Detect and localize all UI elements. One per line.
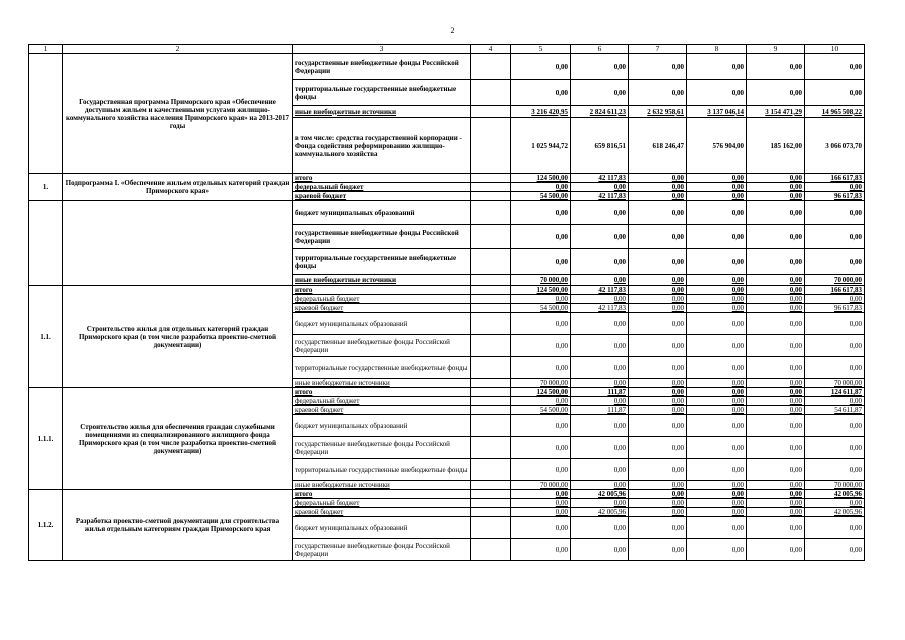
- item-1-1-1-section: [29, 388, 865, 490]
- amount-cell: 0,00: [747, 183, 805, 192]
- funding-source: бюджет муниципальных образований: [293, 313, 471, 335]
- amount-cell: 0,00: [571, 295, 629, 304]
- amount-cell: 0,00: [687, 335, 747, 357]
- amount-cell: 0,00: [687, 286, 747, 295]
- table-row: [29, 388, 865, 397]
- funding-source: иные внебюджетные источники: [293, 379, 471, 388]
- amount-cell: 0,00: [571, 379, 629, 388]
- funding-source: территориальные государственные внебюджетные фонды: [293, 459, 471, 481]
- amount-cell: 0,00: [805, 183, 865, 192]
- amount-cell: 0,00: [571, 249, 629, 275]
- amount-cell: 0,00: [687, 275, 747, 286]
- amount-cell: 0,00: [511, 183, 571, 192]
- empty-cell: [471, 481, 511, 490]
- amount-cell: 618 246,47: [629, 118, 687, 174]
- empty-cell: [471, 54, 511, 80]
- amount-cell: 0,00: [629, 508, 687, 517]
- budget-table: [28, 44, 865, 561]
- amount-cell: 0,00: [747, 295, 805, 304]
- amount-cell: 0,00: [747, 357, 805, 379]
- amount-cell: 0,00: [629, 406, 687, 415]
- amount-cell: 0,00: [805, 499, 865, 508]
- amount-cell: 0,00: [747, 286, 805, 295]
- amount-cell: 0,00: [805, 459, 865, 481]
- amount-cell: 0,00: [747, 379, 805, 388]
- amount-cell: 70 000,00: [511, 275, 571, 286]
- amount-cell: 0,00: [687, 174, 747, 183]
- empty-cell: [471, 459, 511, 481]
- table-row: [29, 201, 865, 225]
- funding-source: итого: [293, 490, 471, 499]
- empty-cell: [471, 335, 511, 357]
- col-header: 1: [29, 45, 63, 54]
- empty-cell: [471, 201, 511, 225]
- amount-cell: 0,00: [629, 225, 687, 249]
- empty-cell: [471, 286, 511, 295]
- empty-cell: [471, 388, 511, 397]
- empty-cell: [63, 201, 293, 286]
- row-number: 1.: [29, 174, 63, 201]
- funding-source: бюджет муниципальных образований: [293, 517, 471, 539]
- amount-cell: 0,00: [629, 275, 687, 286]
- amount-cell: 0,00: [747, 192, 805, 201]
- funding-source: государственные внебюджетные фонды Российской Федерации: [293, 335, 471, 357]
- amount-cell: 0,00: [747, 397, 805, 406]
- amount-cell: 42 117,83: [571, 174, 629, 183]
- subprogram-1-section: [29, 174, 865, 286]
- amount-cell: 0,00: [687, 397, 747, 406]
- amount-cell: 0,00: [687, 357, 747, 379]
- amount-cell: 0,00: [805, 517, 865, 539]
- amount-cell: 0,00: [687, 80, 747, 106]
- amount-cell: 0,00: [629, 397, 687, 406]
- amount-cell: 0,00: [629, 437, 687, 459]
- amount-cell: 70 000,00: [805, 275, 865, 286]
- header-row: [29, 45, 865, 54]
- amount-cell: 0,00: [629, 490, 687, 499]
- funding-source: государственные внебюджетные фонды Российской Федерации: [293, 54, 471, 80]
- row-title: Подпрограмма I. «Обеспечение жильем отдельных категорий граждан Приморского края»: [63, 174, 293, 201]
- funding-source: бюджет муниципальных образований: [293, 201, 471, 225]
- amount-cell: 0,00: [629, 517, 687, 539]
- amount-cell: 124 500,00: [511, 174, 571, 183]
- funding-source: иные внебюджетные источники: [293, 106, 471, 118]
- table-row: [29, 174, 865, 183]
- amount-cell: 0,00: [687, 415, 747, 437]
- amount-cell: 0,00: [805, 80, 865, 106]
- amount-cell: 0,00: [687, 313, 747, 335]
- amount-cell: 0,00: [571, 499, 629, 508]
- amount-cell: 0,00: [571, 459, 629, 481]
- amount-cell: 42 117,83: [571, 286, 629, 295]
- amount-cell: 0,00: [687, 490, 747, 499]
- amount-cell: 0,00: [687, 225, 747, 249]
- amount-cell: 0,00: [687, 192, 747, 201]
- amount-cell: 0,00: [629, 54, 687, 80]
- amount-cell: 0,00: [687, 183, 747, 192]
- amount-cell: 0,00: [805, 249, 865, 275]
- funding-source: государственные внебюджетные фонды Российской Федерации: [293, 437, 471, 459]
- amount-cell: 14 965 508,22: [805, 106, 865, 118]
- amount-cell: 0,00: [571, 415, 629, 437]
- amount-cell: 0,00: [571, 517, 629, 539]
- amount-cell: 0,00: [629, 201, 687, 225]
- amount-cell: 42 005,96: [805, 490, 865, 499]
- item-1-1-2-section: [29, 490, 865, 561]
- empty-cell: [471, 379, 511, 388]
- amount-cell: 0,00: [805, 539, 865, 561]
- amount-cell: 185 162,00: [747, 118, 805, 174]
- amount-cell: 0,00: [629, 335, 687, 357]
- amount-cell: 0,00: [511, 201, 571, 225]
- amount-cell: 0,00: [805, 357, 865, 379]
- empty-cell: [471, 183, 511, 192]
- amount-cell: 0,00: [511, 437, 571, 459]
- empty-cell: [471, 357, 511, 379]
- amount-cell: 576 904,00: [687, 118, 747, 174]
- table-row: [29, 490, 865, 499]
- amount-cell: 0,00: [805, 437, 865, 459]
- amount-cell: 0,00: [629, 192, 687, 201]
- amount-cell: 0,00: [747, 80, 805, 106]
- amount-cell: 0,00: [629, 481, 687, 490]
- amount-cell: 2 632 958,61: [629, 106, 687, 118]
- row-title: Разработка проектно-сметной документации для строительства жилья отдельным категориям граждан Приморского края: [63, 490, 293, 561]
- amount-cell: 0,00: [629, 286, 687, 295]
- amount-cell: 0,00: [511, 397, 571, 406]
- amount-cell: 0,00: [687, 295, 747, 304]
- amount-cell: 0,00: [687, 539, 747, 561]
- amount-cell: 0,00: [747, 275, 805, 286]
- amount-cell: 0,00: [747, 415, 805, 437]
- amount-cell: 0,00: [747, 388, 805, 397]
- amount-cell: 70 000,00: [511, 379, 571, 388]
- amount-cell: 0,00: [805, 201, 865, 225]
- amount-cell: 0,00: [805, 54, 865, 80]
- amount-cell: 0,00: [511, 335, 571, 357]
- amount-cell: 0,00: [747, 174, 805, 183]
- amount-cell: 0,00: [571, 539, 629, 561]
- amount-cell: 0,00: [511, 508, 571, 517]
- funding-source: итого: [293, 388, 471, 397]
- amount-cell: 42 117,83: [571, 192, 629, 201]
- amount-cell: 0,00: [747, 539, 805, 561]
- funding-source: государственные внебюджетные фонды Российской Федерации: [293, 539, 471, 561]
- col-header: 6: [571, 45, 629, 54]
- amount-cell: 0,00: [571, 437, 629, 459]
- amount-cell: 0,00: [571, 481, 629, 490]
- amount-cell: 0,00: [687, 54, 747, 80]
- amount-cell: 0,00: [687, 388, 747, 397]
- empty-cell: [471, 313, 511, 335]
- funding-source: краевой бюджет: [293, 508, 471, 517]
- amount-cell: 0,00: [571, 335, 629, 357]
- funding-source: краевой бюджет: [293, 192, 471, 201]
- amount-cell: 0,00: [571, 313, 629, 335]
- row-number: [29, 54, 63, 174]
- amount-cell: 0,00: [747, 304, 805, 313]
- empty-cell: [29, 201, 63, 286]
- amount-cell: 0,00: [629, 499, 687, 508]
- amount-cell: 54 500,00: [511, 406, 571, 415]
- col-header: 8: [687, 45, 747, 54]
- amount-cell: 70 000,00: [805, 379, 865, 388]
- amount-cell: 3 137 046,14: [687, 106, 747, 118]
- amount-cell: 42 117,83: [571, 304, 629, 313]
- amount-cell: 0,00: [747, 437, 805, 459]
- amount-cell: 3 154 471,29: [747, 106, 805, 118]
- amount-cell: 0,00: [511, 54, 571, 80]
- amount-cell: 1 025 944,72: [511, 118, 571, 174]
- amount-cell: 0,00: [629, 379, 687, 388]
- amount-cell: 0,00: [511, 357, 571, 379]
- empty-cell: [471, 508, 511, 517]
- amount-cell: 0,00: [511, 249, 571, 275]
- funding-source: бюджет муниципальных образований: [293, 415, 471, 437]
- col-header: 2: [63, 45, 293, 54]
- col-header: 4: [471, 45, 511, 54]
- funding-source: федеральный бюджет: [293, 397, 471, 406]
- amount-cell: 96 617,83: [805, 304, 865, 313]
- amount-cell: 0,00: [511, 225, 571, 249]
- empty-cell: [471, 304, 511, 313]
- empty-cell: [471, 192, 511, 201]
- amount-cell: 0,00: [747, 490, 805, 499]
- amount-cell: 0,00: [629, 459, 687, 481]
- amount-cell: 0,00: [805, 397, 865, 406]
- funding-source: территориальные государственные внебюджетные фонды: [293, 357, 471, 379]
- amount-cell: 111,87: [571, 388, 629, 397]
- amount-cell: 0,00: [747, 54, 805, 80]
- amount-cell: 0,00: [511, 313, 571, 335]
- amount-cell: 0,00: [571, 357, 629, 379]
- amount-cell: 0,00: [629, 249, 687, 275]
- empty-cell: [471, 174, 511, 183]
- amount-cell: 0,00: [629, 415, 687, 437]
- amount-cell: 0,00: [571, 80, 629, 106]
- amount-cell: 54 611,87: [805, 406, 865, 415]
- empty-cell: [471, 80, 511, 106]
- amount-cell: 0,00: [629, 388, 687, 397]
- amount-cell: 0,00: [747, 406, 805, 415]
- amount-cell: 0,00: [805, 415, 865, 437]
- col-header: 5: [511, 45, 571, 54]
- empty-cell: [471, 225, 511, 249]
- amount-cell: 0,00: [629, 304, 687, 313]
- amount-cell: 0,00: [687, 517, 747, 539]
- page-number: 2: [450, 26, 455, 35]
- amount-cell: 0,00: [571, 397, 629, 406]
- row-number: 1.1.2.: [29, 490, 63, 561]
- amount-cell: 0,00: [805, 295, 865, 304]
- amount-cell: 0,00: [629, 357, 687, 379]
- table-row: [29, 54, 865, 80]
- col-header: 10: [805, 45, 865, 54]
- amount-cell: 0,00: [629, 174, 687, 183]
- amount-cell: 0,00: [511, 295, 571, 304]
- amount-cell: 3 066 073,70: [805, 118, 865, 174]
- amount-cell: 0,00: [511, 499, 571, 508]
- amount-cell: 70 000,00: [805, 481, 865, 490]
- empty-cell: [471, 490, 511, 499]
- amount-cell: 0,00: [687, 481, 747, 490]
- amount-cell: 42 005,96: [805, 508, 865, 517]
- amount-cell: 0,00: [687, 437, 747, 459]
- empty-cell: [471, 437, 511, 459]
- row-number: 1.1.: [29, 286, 63, 388]
- col-header: 3: [293, 45, 471, 54]
- empty-cell: [471, 517, 511, 539]
- empty-cell: [471, 118, 511, 174]
- item-1-1-section: [29, 286, 865, 388]
- amount-cell: 0,00: [747, 459, 805, 481]
- amount-cell: 0,00: [511, 459, 571, 481]
- amount-cell: 0,00: [747, 499, 805, 508]
- funding-source: краевой бюджет: [293, 304, 471, 313]
- amount-cell: 42 005,96: [571, 490, 629, 499]
- amount-cell: 0,00: [629, 183, 687, 192]
- amount-cell: 0,00: [747, 517, 805, 539]
- empty-cell: [471, 275, 511, 286]
- amount-cell: 659 816,51: [571, 118, 629, 174]
- amount-cell: 0,00: [629, 313, 687, 335]
- funding-source: территориальные государственные внебюджетные фонды: [293, 249, 471, 275]
- row-number: 1.1.1.: [29, 388, 63, 490]
- amount-cell: 0,00: [571, 54, 629, 80]
- col-header: 9: [747, 45, 805, 54]
- amount-cell: 2 824 611,23: [571, 106, 629, 118]
- amount-cell: 54 500,00: [511, 192, 571, 201]
- amount-cell: 0,00: [747, 313, 805, 335]
- funding-source: территориальные государственные внебюджетные фонды: [293, 80, 471, 106]
- amount-cell: 0,00: [571, 183, 629, 192]
- empty-cell: [471, 415, 511, 437]
- amount-cell: 0,00: [511, 80, 571, 106]
- amount-cell: 0,00: [687, 508, 747, 517]
- row-title: Строительство жилья для отдельных категорий граждан Приморского края (в том числе разработка проектно-сметной документации): [63, 286, 293, 388]
- amount-cell: 0,00: [805, 335, 865, 357]
- empty-cell: [471, 499, 511, 508]
- amount-cell: 0,00: [687, 406, 747, 415]
- amount-cell: 0,00: [687, 379, 747, 388]
- amount-cell: 0,00: [747, 481, 805, 490]
- amount-cell: 166 617,83: [805, 174, 865, 183]
- funding-source: иные внебюджетные источники: [293, 275, 471, 286]
- empty-cell: [471, 397, 511, 406]
- amount-cell: 0,00: [571, 225, 629, 249]
- amount-cell: 0,00: [747, 201, 805, 225]
- amount-cell: 0,00: [511, 517, 571, 539]
- empty-cell: [471, 106, 511, 118]
- program-section: [29, 54, 865, 174]
- funding-source: краевой бюджет: [293, 406, 471, 415]
- amount-cell: 0,00: [687, 249, 747, 275]
- funding-source: итого: [293, 174, 471, 183]
- empty-cell: [471, 539, 511, 561]
- funding-source: в том числе: средства государственной корпорации - Фонда содействия реформированию жилищно-коммунального хозяйства: [293, 118, 471, 174]
- amount-cell: 0,00: [511, 539, 571, 561]
- empty-cell: [471, 406, 511, 415]
- amount-cell: 0,00: [747, 249, 805, 275]
- amount-cell: 70 000,00: [511, 481, 571, 490]
- amount-cell: 0,00: [747, 225, 805, 249]
- amount-cell: 0,00: [687, 304, 747, 313]
- col-header: 7: [629, 45, 687, 54]
- funding-source: федеральный бюджет: [293, 183, 471, 192]
- funding-source: федеральный бюджет: [293, 499, 471, 508]
- amount-cell: 0,00: [747, 508, 805, 517]
- table-row: [29, 286, 865, 295]
- amount-cell: 0,00: [687, 201, 747, 225]
- amount-cell: 42 005,96: [571, 508, 629, 517]
- amount-cell: 124 500,00: [511, 388, 571, 397]
- amount-cell: 0,00: [629, 295, 687, 304]
- amount-cell: 0,00: [629, 539, 687, 561]
- amount-cell: 54 500,00: [511, 304, 571, 313]
- funding-source: государственные внебюджетные фонды Российской Федерации: [293, 225, 471, 249]
- amount-cell: 111,87: [571, 406, 629, 415]
- amount-cell: 0,00: [805, 225, 865, 249]
- amount-cell: 0,00: [805, 313, 865, 335]
- funding-source: иные внебюджетные источники: [293, 481, 471, 490]
- amount-cell: 0,00: [571, 201, 629, 225]
- amount-cell: 0,00: [571, 275, 629, 286]
- amount-cell: 0,00: [629, 80, 687, 106]
- amount-cell: 0,00: [687, 459, 747, 481]
- amount-cell: 124 500,00: [511, 286, 571, 295]
- amount-cell: 0,00: [747, 335, 805, 357]
- empty-cell: [471, 249, 511, 275]
- amount-cell: 3 216 420,95: [511, 106, 571, 118]
- empty-cell: [471, 295, 511, 304]
- amount-cell: 0,00: [687, 499, 747, 508]
- amount-cell: 0,00: [511, 415, 571, 437]
- amount-cell: 0,00: [511, 490, 571, 499]
- row-title: Государственная программа Приморского края «Обеспечение доступным жильем и качественными услугами жилищно-коммунального хозяйства населения Приморского края» на 2013-2017 годы: [63, 54, 293, 174]
- amount-cell: 124 611,87: [805, 388, 865, 397]
- amount-cell: 96 617,83: [805, 192, 865, 201]
- funding-source: федеральный бюджет: [293, 295, 471, 304]
- funding-source: итого: [293, 286, 471, 295]
- amount-cell: 166 617,83: [805, 286, 865, 295]
- row-title: Строительство жилья для обеспечения граждан служебными помещениями из специализированного жилищного фонда Приморского края (в том числе разработка проектно-сметной документации): [63, 388, 293, 490]
